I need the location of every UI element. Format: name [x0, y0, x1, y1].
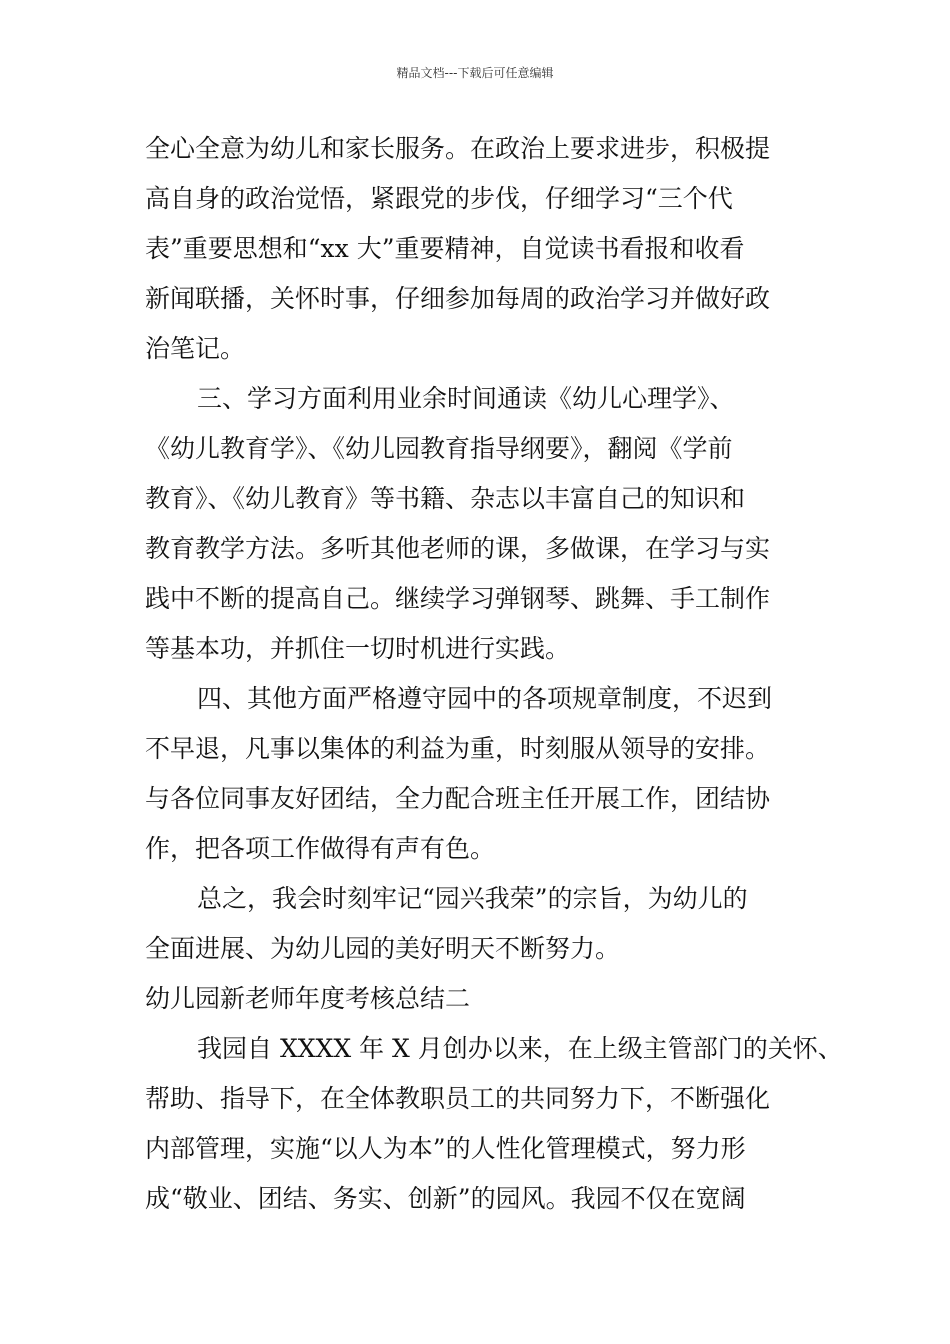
paragraph-line: 三、学习方面利用业余时间通读《幼儿心理学》、 [197, 384, 735, 413]
paragraph-line: 成“敬业、团结、务实、创新”的园风。我园不仅在宽阔 [145, 1184, 746, 1213]
paragraph-line: 帮助、指导下，在全体教职员工的共同努力下，不断强化 [145, 1084, 771, 1113]
paragraph-line: 不早退，凡事以集体的利益为重，时刻服从领导的安排。 [145, 734, 771, 763]
section-title: 幼儿园新老师年度考核总结二 [145, 984, 471, 1013]
paragraph-line: 《幼儿教育学》、《幼儿园教育指导纲要》，翻阅《学前 [145, 434, 733, 463]
paragraph-line: 治笔记。 [145, 334, 246, 363]
paragraph-line: 四、其他方面严格遵守园中的各项规章制度，不迟到 [197, 684, 773, 713]
paragraph-line: 内部管理，实施“以人为本”的人性化管理模式，努力形 [145, 1134, 746, 1163]
page-header: 精品文档---下载后可任意编辑 [396, 66, 554, 80]
paragraph-line: 表”重要思想和“xx 大”重要精神，自觉读书看报和收看 [145, 234, 745, 263]
paragraph-line: 践中不断的提高自己。继续学习弹钢琴、跳舞、手工制作 [145, 584, 771, 613]
paragraph-line: 高自身的政治觉悟，紧跟党的步伐，仔细学习“三个代 [145, 184, 733, 213]
document-body [145, 124, 843, 1224]
paragraph-line: 教育教学方法。多听其他老师的课，多做课，在学习与实 [145, 534, 771, 563]
paragraph-line: 等基本功，并抓住一切时机进行实践。 [145, 634, 571, 663]
paragraph-line: 作，把各项工作做得有声有色。 [145, 834, 496, 863]
paragraph-line: 我园自 XXXX 年 X 月创办以来，在上级主管部门的关怀、 [197, 1034, 843, 1063]
paragraph-line: 教育》、《幼儿教育》等书籍、杂志以丰富自己的知识和 [145, 484, 746, 513]
paragraph-line: 与各位同事友好团结，全力配合班主任开展工作，团结协 [145, 784, 771, 813]
paragraph-line: 新闻联播，关怀时事，仔细参加每周的政治学习并做好政 [145, 284, 771, 313]
paragraph-line: 总之，我会时刻牢记“园兴我荣”的宗旨，为幼儿的 [197, 884, 748, 913]
paragraph-line: 全心全意为幼儿和家长服务。在政治上要求进步，积极提 [145, 134, 771, 163]
paragraph-line: 全面进展、为幼儿园的美好明天不断努力。 [145, 934, 621, 963]
